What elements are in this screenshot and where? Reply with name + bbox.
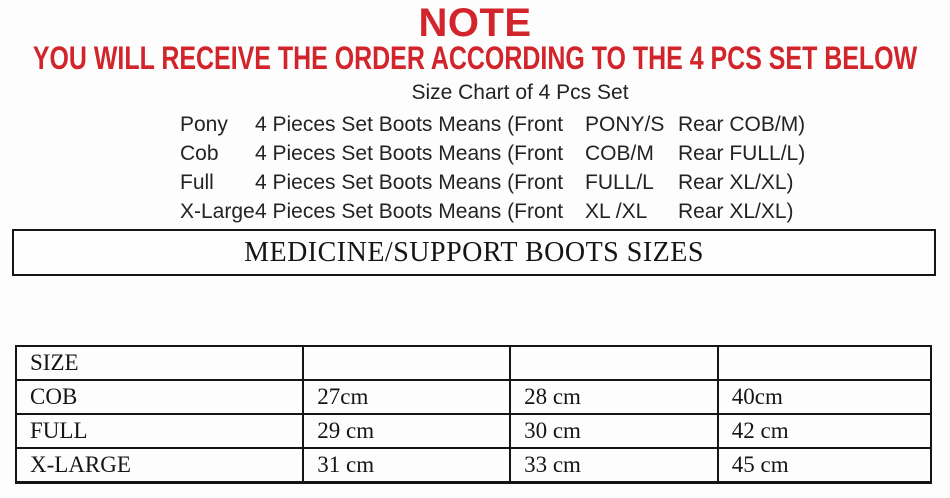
set-front-size: PONY/S	[585, 113, 665, 136]
set-line-xlarge	[180, 197, 805, 226]
table-header-cell	[718, 346, 931, 380]
table-row-full	[16, 414, 931, 448]
note-subtitle: YOU WILL RECEIVE THE ORDER ACCORDING TO THE 4 PCS SET BELOW	[32, 40, 918, 76]
table-cell-size: COB	[16, 380, 303, 414]
set-rear-size: Rear COB/M)	[678, 113, 806, 136]
table-cell-measure: 31 cm	[303, 448, 510, 482]
table-cell-measure: 29 cm	[303, 414, 510, 448]
boots-sizes-title-box	[12, 229, 936, 276]
table-row-xlarge	[16, 448, 931, 482]
table-cell-size: FULL	[16, 414, 303, 448]
table-cell-measure: 33 cm	[510, 448, 718, 482]
set-line-full	[180, 168, 805, 197]
table-cell-measure: 42 cm	[718, 414, 931, 448]
note-title: NOTE	[418, 1, 532, 45]
table-cell-size: X-LARGE	[16, 448, 303, 482]
set-text: 4 Pieces Set Boots Means (Front	[255, 171, 564, 194]
set-text: 4 Pieces Set Boots Means (Front	[255, 200, 564, 223]
set-description-lines	[180, 110, 805, 226]
set-front-size: XL /XL	[585, 200, 648, 223]
table-cell-measure: 28 cm	[510, 380, 718, 414]
table-cell-measure: 27cm	[303, 380, 510, 414]
set-line-pony	[180, 110, 805, 139]
set-text: 4 Pieces Set Boots Means (Front	[255, 113, 564, 136]
set-label: Full	[180, 171, 214, 194]
table-cell-measure: 30 cm	[510, 414, 718, 448]
set-label: Cob	[180, 142, 219, 165]
boots-sizes-title: MEDICINE/SUPPORT BOOTS SIZES	[244, 236, 704, 268]
set-rear-size: Rear FULL/L)	[678, 142, 806, 165]
table-header-row	[16, 346, 931, 380]
set-front-size: FULL/L	[585, 171, 654, 194]
table-row-cob	[16, 380, 931, 414]
table-header-cell	[510, 346, 718, 380]
set-front-size: COB/M	[585, 142, 654, 165]
table-cell-measure: 40cm	[718, 380, 931, 414]
set-rear-size: Rear XL/XL)	[678, 200, 794, 223]
table-header-cell	[303, 346, 510, 380]
size-chart-heading: Size Chart of 4 Pcs Set	[411, 81, 629, 104]
table-cell-measure: 45 cm	[718, 448, 931, 482]
table-header-cell: SIZE	[16, 346, 303, 380]
set-text: 4 Pieces Set Boots Means (Front	[255, 142, 564, 165]
set-label: Pony	[180, 113, 228, 136]
set-rear-size: Rear XL/XL)	[678, 171, 794, 194]
set-label: X-Large	[180, 200, 255, 223]
sizes-table	[15, 345, 932, 484]
set-line-cob	[180, 139, 805, 168]
